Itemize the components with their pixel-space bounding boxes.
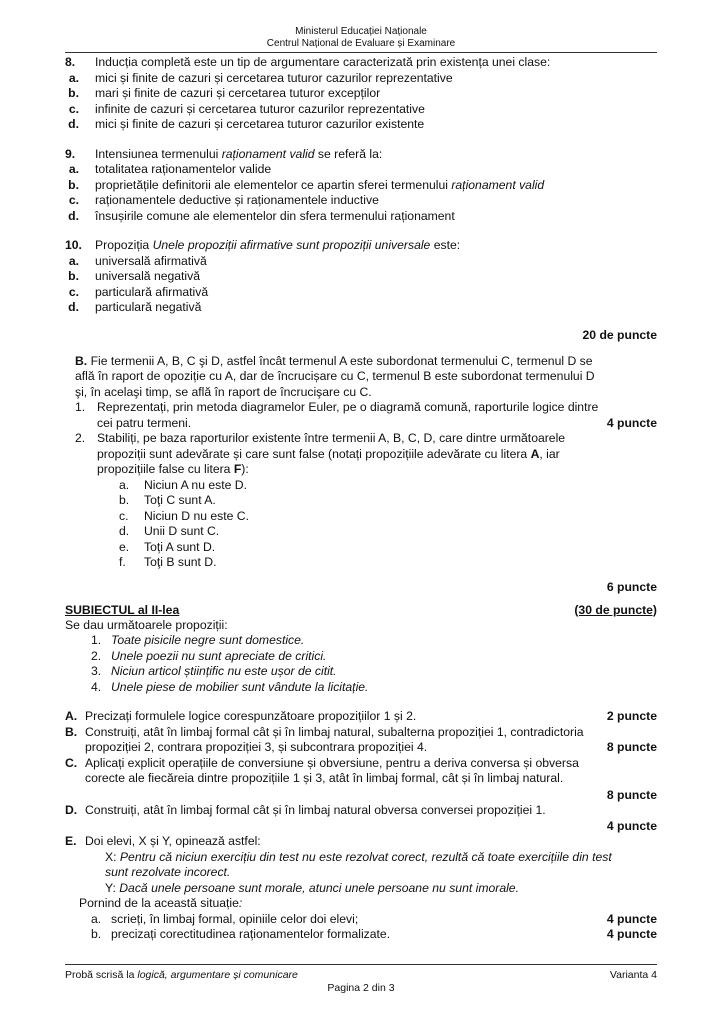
footer-exam-title: Probă scrisă la logică, argumentare și comunicare xyxy=(65,969,298,981)
q10-option-c: c. particulară afirmativă xyxy=(68,284,209,299)
statement-f: f. Toţi B sunt D. xyxy=(119,555,217,569)
q8-option-d: d. mici și finite de cazuri și cercetarea tuturor cazurilor existente xyxy=(68,117,425,131)
q8-option-c: c. infinite de cazuri și cercetarea tuturor cazurilor reprezentative xyxy=(68,101,425,116)
page-header xyxy=(65,26,657,50)
q10-option-b: b. universală negativă xyxy=(68,269,201,283)
question-text: Inducția completă este un tip de argumentare caracterizată prin existența unei clase: xyxy=(95,55,551,69)
question-8 xyxy=(65,55,657,71)
task-e-context: Pornind de la această situație: xyxy=(79,896,243,910)
proposition-3: 3. Niciun articol științific nu este ușor de citit. xyxy=(91,664,337,678)
question-10 xyxy=(65,238,657,254)
question-text: Propoziția Unele propoziții afirmative sunt propoziții universale este: xyxy=(95,238,461,252)
task-c: C. Aplicați explicit operațiile de conversiune și obversiune, pentru a deriva conversa și obversa corecte ale fiecăreia dintre propozițiile 1 și 3, atât în limbaj formal, cât și în limbaj natural. 8 puncte xyxy=(65,755,657,802)
points-20: 20 de puncte xyxy=(582,327,657,342)
question-number: 9. xyxy=(65,146,76,161)
points-badge: 4 puncte xyxy=(606,911,657,926)
task-b: B. Construiți, atât în limbaj formal cât și în limbaj natural, subalterna propoziției 1, contradictoria propoziției 2, contrara propoziției 3, și subcontrara propoziției 4. 8 puncte xyxy=(65,724,657,754)
section-intro: Se dau următoarele propoziții: xyxy=(65,617,228,632)
task-e-a: a. scrieți, în limbaj formal, opiniile celor doi elevi; 4 puncte xyxy=(91,911,657,926)
q9-option-b: b. proprietățile definitorii ale elementelor ce apartin sferei termenului raționament valid xyxy=(68,177,545,192)
statement-e: e. Toți A sunt D. xyxy=(119,539,216,554)
page-footer xyxy=(65,964,657,995)
footer-variant: Varianta 4 xyxy=(609,969,657,981)
q9-option-c: c. raționamentele deductive și raționamentele inductive xyxy=(68,193,379,207)
points-6: 6 puncte xyxy=(606,579,657,594)
q8-option-a: a. mici și finite de cazuri și cercetarea tuturor cazurilor reprezentative xyxy=(68,70,453,85)
points-badge: 8 puncte xyxy=(606,787,657,802)
part-b-item-2: 2. Stabiliți, pe baza raporturilor existente între termenii A, B, C, D, care dintre următoarele propoziții sunt adevărate și care sunt false (notați propozițiile adevărate cu litera A, iar propozițiile false cu litera F): xyxy=(75,431,566,476)
header-divider xyxy=(65,52,657,53)
statement-a: a. Niciun A nu este D. xyxy=(119,477,247,492)
statement-d: d. Unii D sunt C. xyxy=(119,524,220,538)
points-badge: 2 puncte xyxy=(606,709,657,723)
task-d: D. Construiți, atât în limbaj formal cât și în limbaj natural obversa conversei propoziției 1. 4 puncte xyxy=(65,802,657,833)
header-ministry: Ministerul Educației Naționale xyxy=(295,26,427,37)
task-e-b: b. precizați corectitudinea raționamentelor formalizate. 4 puncte xyxy=(91,927,657,941)
points-badge: 4 puncte xyxy=(606,415,657,430)
points-badge: 8 puncte xyxy=(606,740,657,754)
q9-option-d: d. însușirile comune ale elementelor din sfera termenului raționament xyxy=(68,208,455,223)
q8-option-b: b. mari și finite de cazuri și cercetarea tuturor excepților xyxy=(68,86,381,100)
statement-b: b. Toţi C sunt A. xyxy=(119,493,216,507)
page-content xyxy=(65,26,657,943)
points-badge: 4 puncte xyxy=(606,927,657,941)
question-number: 8. xyxy=(65,55,76,69)
task-a: A. Precizați formulele logice corespunzătoare propozițiilor 1 și 2. 2 puncte xyxy=(65,709,657,723)
question-9 xyxy=(65,147,657,163)
part-b-intro: B. Fie termenii A, B, C şi D, astfel încât termenul A este subordonat termenului C, termenul D se află în raport de opoziție cu A, dar de încrucișare cu C, termenul B este subordonat termenului D şi, în acelaşi timp, se află în raport de încrucişare cu C. xyxy=(75,353,595,399)
header-center: Centrul Național de Evaluare și Examinare xyxy=(266,38,456,49)
proposition-4: 4. Unele piese de mobilier sunt vândute la licitație. xyxy=(91,679,369,694)
question-number: 10. xyxy=(65,238,82,252)
section-total: (30 de puncte) xyxy=(574,602,657,617)
task-e: E. Doi elevi, X și Y, opinează astfel: X: Pentru că niciun exercițiu din test nu este rezolvat corect, rezultă că toate exercițiile din test sunt rezolvate incorect. Y: Dacă unele persoane sunt morale, atunci unele persoane nu sunt imorale. xyxy=(65,834,612,895)
proposition-2: 2. Unele poezii nu sunt apreciate de critici. xyxy=(91,648,327,663)
section-title: SUBIECTUL al II-lea (30 de puncte) xyxy=(65,602,657,617)
proposition-1: 1. Toate pisicile negre sunt domestice. xyxy=(91,633,305,647)
question-text: Intensiunea termenului raționament valid se referă la: xyxy=(95,146,383,161)
points-badge: 4 puncte xyxy=(606,819,657,833)
part-b-item-1: 1. Reprezentați, prin metoda diagramelor Euler, pe o diagramă comună, raporturile logice dintre cei patru termeni. 4 puncte xyxy=(75,400,657,430)
q10-option-d: d. particulară negativă xyxy=(68,300,202,314)
page-number: Pagina 2 din 3 xyxy=(327,982,395,994)
footer-divider xyxy=(65,964,657,965)
statement-c: c. Niciun D nu este C. xyxy=(119,508,249,523)
q9-option-a: a. totalitatea raționamentelor valide xyxy=(68,162,272,176)
q10-option-a: a. universală afirmativă xyxy=(68,253,207,268)
